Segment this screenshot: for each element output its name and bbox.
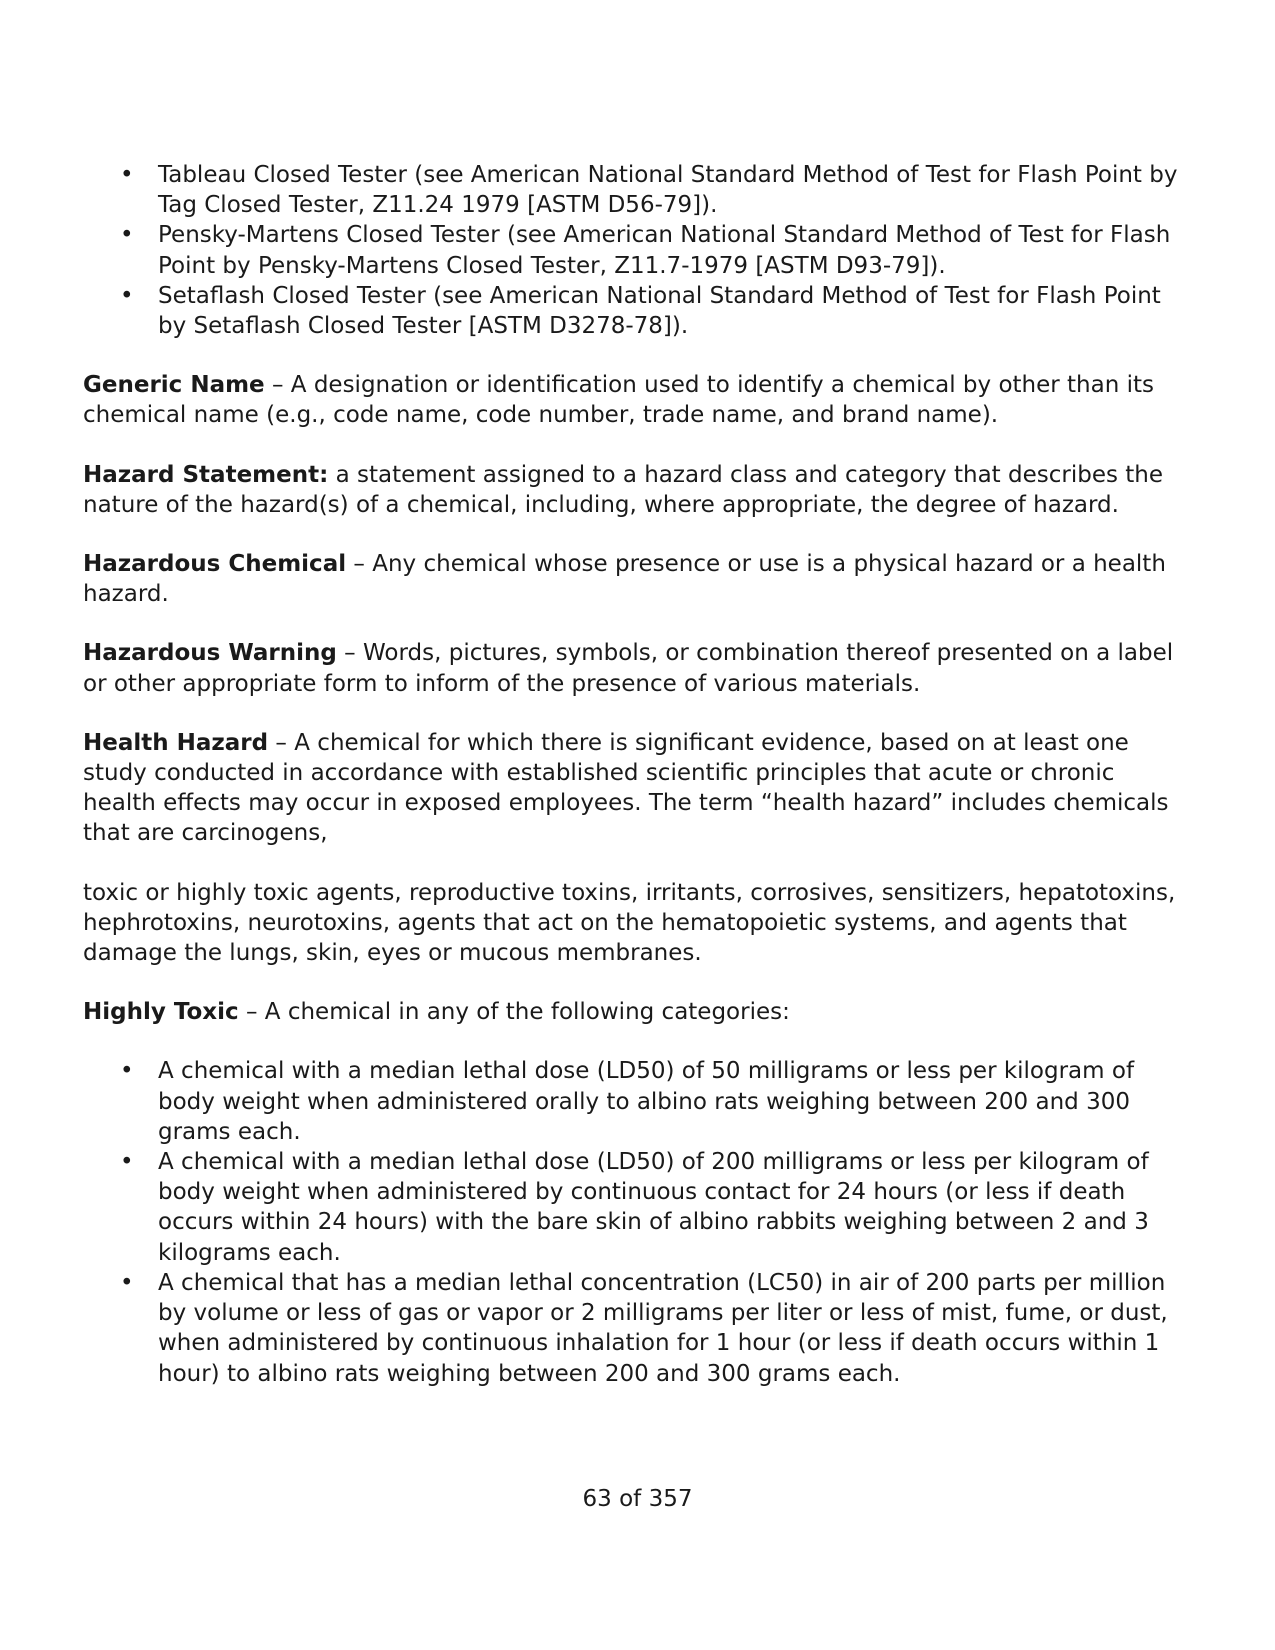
definition-text: – Any chemical whose presence or use is a physical hazard or a health hazard. xyxy=(83,551,1166,608)
definition-term: Highly Toxic xyxy=(83,999,239,1026)
document-page xyxy=(83,160,1193,1389)
flash-point-tester-list xyxy=(83,160,1193,341)
page-number: 63 of 357 xyxy=(582,1486,693,1512)
list-item: • A chemical with a median lethal dose (LD50) of 200 milligrams or less per kilogram of body weight when administered by continuous contact for 24 hours (or less if death occurs within 24 hours) with the bare skin of albino rabbits weighing between 2 and 3 kilograms each. xyxy=(158,1147,1193,1268)
definition-text: – A chemical in any of the following categories: xyxy=(238,999,790,1026)
definition-text: a statement assigned to a hazard class and category that describes the nature of the hazard(s) of a chemical, including, where appropriate, the degree of hazard. xyxy=(83,461,1164,518)
definition-term: Hazardous Warning xyxy=(83,640,337,667)
list-item: • Pensky-Martens Closed Tester (see American National Standard Method of Test for Flash Point by Pensky-Martens Closed Tester, Z11.7-1979 [ASTM D93-79]). xyxy=(158,220,1193,280)
definition-health-hazard xyxy=(83,728,1193,849)
definition-generic-name xyxy=(83,370,1193,430)
definition-term: Health Hazard xyxy=(83,729,269,756)
definition-term: Generic Name xyxy=(83,372,265,399)
highly-toxic-criteria-list xyxy=(83,1056,1193,1388)
definition-text: – A designation or identification used to identify a chemical by other than its chemical name (e.g., code name, code number, trade name, and brand name). xyxy=(83,372,1154,429)
definition-term: Hazardous Chemical xyxy=(83,551,347,578)
list-item: • Setaflash Closed Tester (see American National Standard Method of Test for Flash Point by Setaflash Closed Tester [ASTM D3278-78]). xyxy=(158,281,1193,341)
definition-term: Hazard Statement: xyxy=(83,461,329,488)
definition-text: – Words, pictures, symbols, or combination thereof presented on a label or other appropriate form to inform of the presence of various materials. xyxy=(83,640,1174,697)
definition-hazardous-warning xyxy=(83,638,1193,698)
definition-hazardous-chemical xyxy=(83,549,1193,609)
definition-hazard-statement xyxy=(83,460,1193,520)
definition-highly-toxic xyxy=(83,997,1193,1027)
definition-text: – A chemical for which there is significant evidence, based on at least one study conducted in accordance with established scientific principles that acute or chronic health effects may occur in exposed employees. The term “health hazard” includes chemicals that are carcinogens, xyxy=(83,729,1169,847)
list-item: • Tableau Closed Tester (see American National Standard Method of Test for Flash Point by Tag Closed Tester, Z11.24 1979 [ASTM D56-79]). xyxy=(158,160,1193,220)
list-item: • A chemical with a median lethal dose (LD50) of 50 milligrams or less per kilogram of body weight when administered orally to albino rats weighing between 200 and 300 grams each. xyxy=(158,1056,1193,1147)
definition-health-hazard-continued: toxic or highly toxic agents, reproductive toxins, irritants, corrosives, sensitizers, hepatotoxins, hephrotoxins, neurotoxins, agents that act on the hematopoietic systems, and agents that damage the lungs, skin, eyes or mucous membranes. xyxy=(83,879,1176,967)
list-item: • A chemical that has a median lethal concentration (LC50) in air of 200 parts per million by volume or less of gas or vapor or 2 milligrams per liter or less of mist, fume, or dust, when administered by continuous inhalation for 1 hour (or less if death occurs within 1 hour) to albino rats weighing between 200 and 300 grams each. xyxy=(158,1268,1193,1389)
